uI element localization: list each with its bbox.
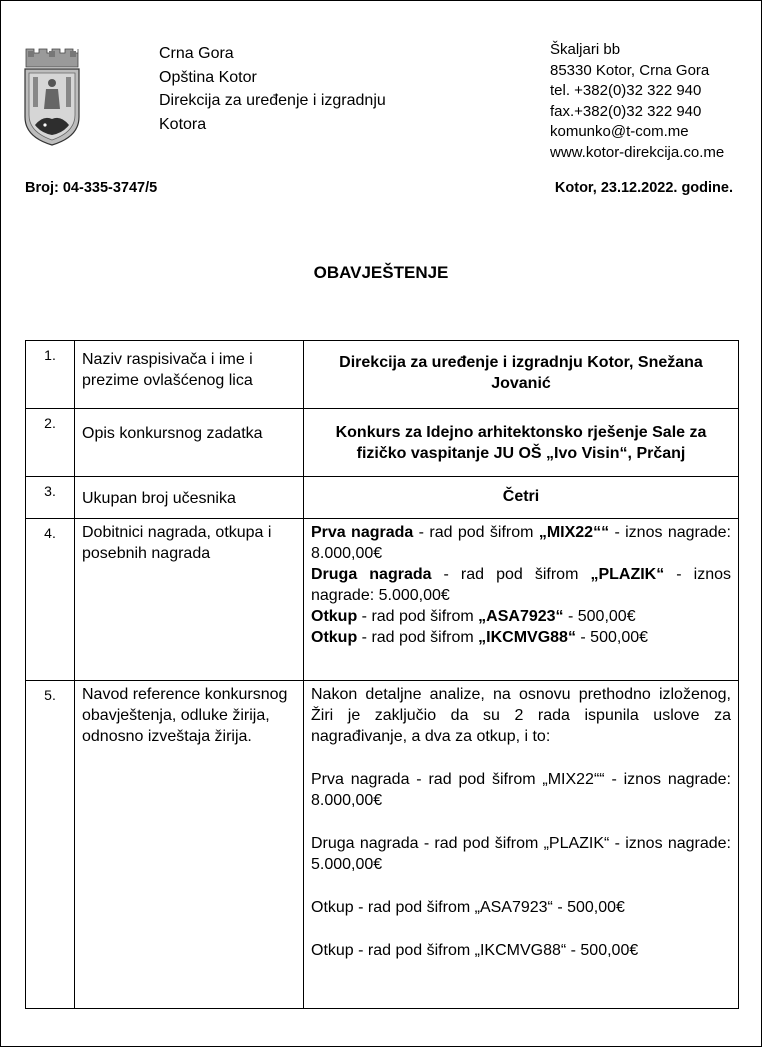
issuer-line-city: Kotora xyxy=(159,115,207,133)
purchase-second: Otkup - rad pod šifrom „IKCMVG88“ - 500,00€ xyxy=(311,629,649,646)
notice-table xyxy=(25,340,739,1009)
row-label: Dobitnici nagrada, otkupa i posebnih nagrada xyxy=(75,519,304,681)
table-row xyxy=(26,409,739,477)
award-first: Prva nagrada - rad pod šifrom „MIX22““ - iznos nagrade: 8.000,00€ xyxy=(311,524,732,562)
row-value: Konkurs za Idejno arhitektonsko rješenje Sale za fizičko vaspitanje JU OŠ „Ivo Visin“, Prčanj xyxy=(304,409,739,477)
row-number: 4. xyxy=(26,519,75,681)
row-value: Direkcija za uređenje i izgradnju Kotor, Snežana Jovanić xyxy=(304,341,739,409)
row-value: Četri xyxy=(304,477,739,519)
contact-postal: 85330 Kotor, Crna Gora xyxy=(550,61,710,79)
document-date: Kotor, 23.12.2022. godine. xyxy=(554,180,733,196)
reference-number: Broj: 04-335-3747/5 xyxy=(25,180,158,196)
contact-phone: tel. +382(0)32 322 940 xyxy=(550,82,702,100)
table-row xyxy=(26,519,739,681)
jury-purchase-two: Otkup - rad pod šifrom „IKCMVG88“ - 500,00€ xyxy=(311,942,639,959)
purchase-first: Otkup - rad pod šifrom „ASA7923“ - 500,00€ xyxy=(311,608,636,625)
jury-report-cell xyxy=(304,681,739,1009)
contact-block xyxy=(550,40,724,164)
row-label: Naziv raspisivača i ime i prezime ovlašćenog lica xyxy=(75,341,304,409)
jury-intro: Nakon detaljne analize, na osnovu prethodno izloženog, Žiri je zaključio da su 2 rada ispunila uslove za nagrađivanje, a dva za otkup, i to: xyxy=(311,686,731,745)
issuer-line-directorate: Direkcija za uređenje i izgradnju xyxy=(159,92,386,109)
row-label: Ukupan broj učesnika xyxy=(75,477,304,519)
jury-purchase-one: Otkup - rad pod šifrom „ASA7923“ - 500,00€ xyxy=(311,899,625,916)
coat-of-arms-logo xyxy=(23,43,81,147)
awards-cell xyxy=(304,519,739,681)
row-number: 1. xyxy=(26,341,75,409)
table-row xyxy=(26,341,739,409)
table-row xyxy=(26,477,739,519)
row-number: 5. xyxy=(26,681,75,1009)
contact-website: www.kotor-direkcija.co.me xyxy=(550,143,725,161)
contact-email: komunko@t-com.me xyxy=(550,123,689,141)
issuer-line-country: Crna Gora xyxy=(159,45,234,62)
award-second: Druga nagrada - rad pod šifrom „PLAZIK“ - iznos nagrade: 5.000,00€ xyxy=(311,566,731,604)
row-number: 2. xyxy=(26,409,75,477)
issuer-block xyxy=(159,42,386,136)
contact-fax: fax.+382(0)32 322 940 xyxy=(550,102,702,120)
table-row xyxy=(26,681,739,1009)
row-label: Navod reference konkursnog obavještenja, odluke žirija, odnosno izveštaja žirija. xyxy=(75,681,304,1009)
jury-first-award: Prva nagrada - rad pod šifrom „MIX22““ - iznos nagrade: 8.000,00€ xyxy=(311,771,731,809)
row-label: Opis konkursnog zadatka xyxy=(75,409,304,477)
issuer-line-municipality: Opština Kotor xyxy=(159,68,257,86)
document-title: OBAVJEŠTENJE xyxy=(313,263,449,282)
contact-street: Škaljari bb xyxy=(550,41,621,58)
row-number: 3. xyxy=(26,477,75,519)
jury-second-award: Druga nagrada - rad pod šifrom „PLAZIK“ - iznos nagrade: 5.000,00€ xyxy=(311,835,731,873)
